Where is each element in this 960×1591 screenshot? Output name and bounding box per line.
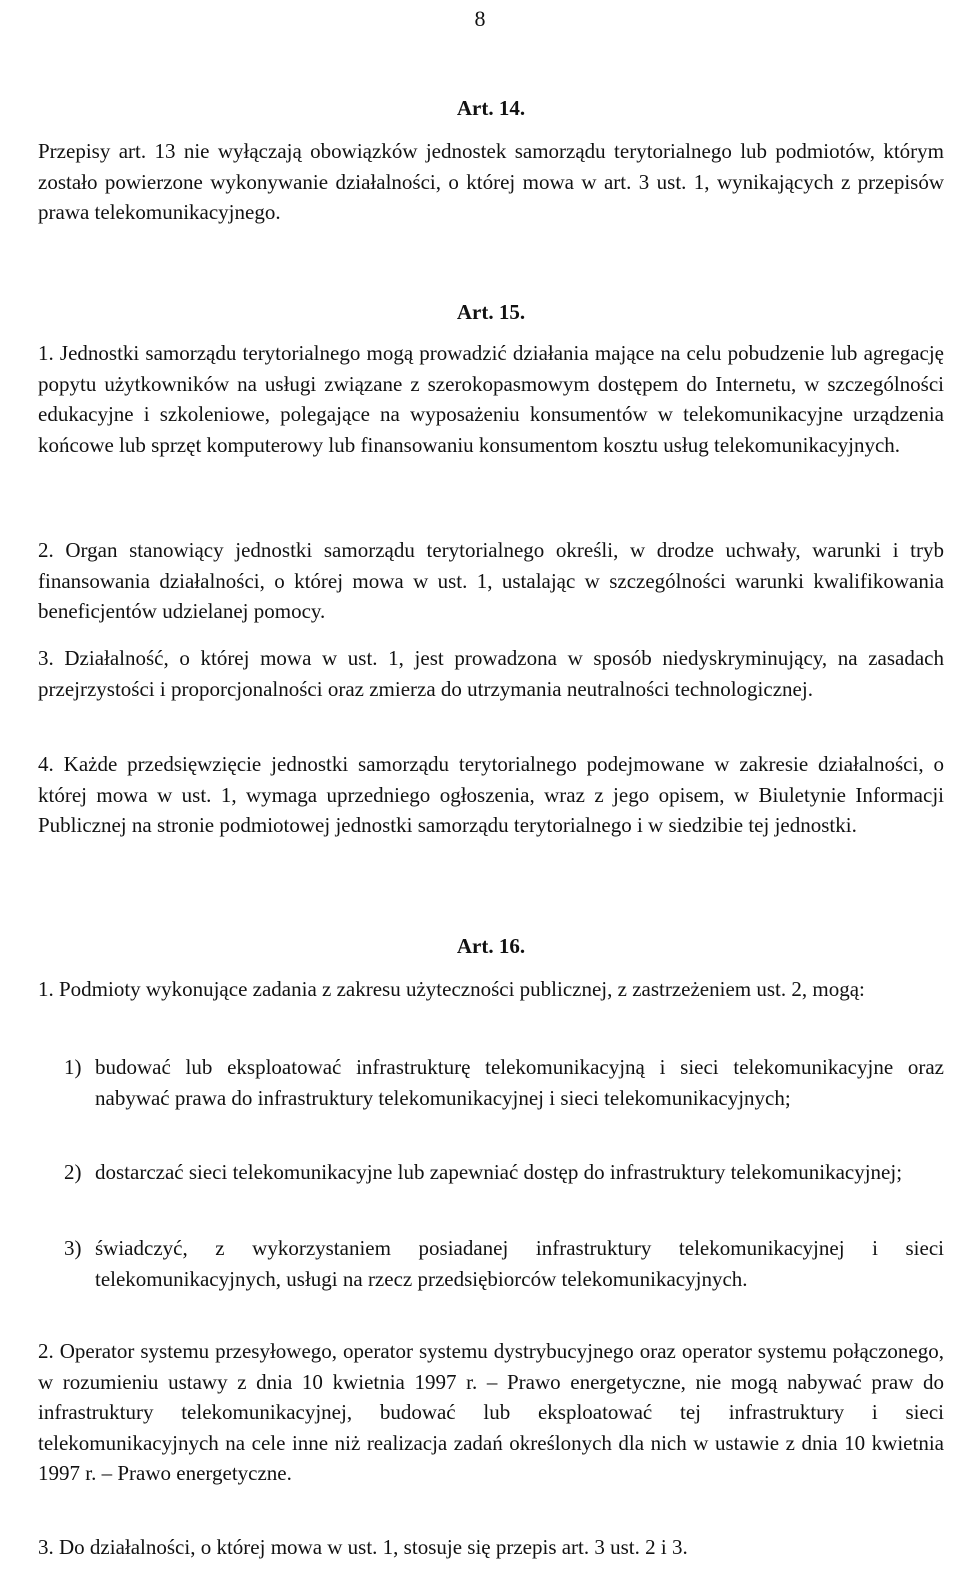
article-16-list-item-2 [38,1157,944,1188]
article-16-heading: Art. 16. [456,934,526,958]
article-14-body [38,136,944,228]
article-16-para-2 [38,1336,944,1489]
article-15-para-2-text: 2. Organ stanowiący jednostki samorządu terytorialnego określi, w drodze uchwały, warunki i tryb finansowania działalności, o której mowa w ust. 1, ustalając w szczególności warunki kwalifikowania beneficjentów udzielanej pomocy. [38,538,944,623]
list-item-number: 1) [64,1055,82,1079]
article-14-heading: Art. 14. [456,96,526,120]
list-item-text: budować lub eksploatować infrastrukturę telekomunikacyjną i sieci telekomunikacyjne oraz nabywać prawa do infrastruktury telekomunikacyjnej i sieci telekomunikacyjnych; [95,1055,944,1110]
article-15-para-1 [38,338,944,460]
article-15-heading: Art. 15. [456,300,526,324]
page-number: 8 [474,6,486,31]
article-16 [38,931,944,962]
article-15-para-2 [38,535,944,627]
list-item-number: 2) [64,1160,82,1184]
article-16-para-1 [38,974,944,1005]
article-15-para-3-text: 3. Działalność, o której mowa w ust. 1, jest prowadzona w sposób niedyskryminujący, na zasadach przejrzystości i proporcjonalności oraz zmierza do utrzymania neutralności technologicznej. [38,646,944,701]
article-16-para-3-text: 3. Do działalności, o której mowa w ust. 1, stosuje się przepis art. 3 ust. 2 i 3. [38,1535,688,1559]
list-item-number: 3) [64,1236,82,1260]
article-15 [38,297,944,328]
article-16-para-2-text: 2. Operator systemu przesyłowego, operator systemu dystrybucyjnego oraz operator systemu połączonego, w rozumieniu ustawy z dnia 10 kwietnia 1997 r. – Prawo energetyczne, nie mogą nabywać praw do infrastruktury telekomunikacyjnej, budować lub eksploatować tej infrastruktury i sieci telekomunikacyjnych na cele inne niż realizacja zadań określonych dla nich w ustawie z dnia 10 kwietnia 1997 r. – Prawo energetyczne. [38,1339,944,1485]
article-16-list-item-1 [38,1052,944,1113]
list-item-text: świadczyć, z wykorzystaniem posiadanej infrastruktury telekomunikacyjnej i sieci telekomunikacyjnych, usługi na rzecz przedsiębiorców telekomunikacyjnych. [95,1236,944,1291]
article-14 [38,93,944,124]
article-15-para-4 [38,749,944,841]
article-14-text: Przepisy art. 13 nie wyłączają obowiązków jednostek samorządu terytorialnego lub podmiotów, którym zostało powierzone wykonywanie działalności, o której mowa w art. 3 ust. 1, wynikających z przepisów prawa telekomunikacyjnego. [38,139,944,224]
article-15-para-4-text: 4. Każde przedsięwzięcie jednostki samorządu terytorialnego podejmowane w zakresie działalności, o której mowa w ust. 1, wymaga uprzedniego ogłoszenia, wraz z jego opisem, w Biuletynie Informacji Publicznej na stronie podmiotowej jednostki samorządu terytorialnego i w siedzibie tej jednostki. [38,752,944,837]
article-16-para-3 [38,1532,944,1563]
article-16-list-item-3 [38,1233,944,1294]
article-15-para-3 [38,643,944,704]
article-15-para-1-text: 1. Jednostki samorządu terytorialnego mogą prowadzić działania mające na celu pobudzenie lub agregację popytu użytkowników na usługi związane z szerokopasmowym dostępem do Internetu, w szczególności edukacyjne i szkoleniowe, polegające na wyposażeniu konsumentów w telekomunikacyjne urządzenia końcowe lub sprzęt komputerowy lub finansowaniu konsumentom kosztu usług telekomunikacyjnych. [38,341,944,457]
article-16-para-1-text: 1. Podmioty wykonujące zadania z zakresu użyteczności publicznej, z zastrzeżeniem ust. 2, mogą: [38,977,865,1001]
list-item-text: dostarczać sieci telekomunikacyjne lub zapewniać dostęp do infrastruktury telekomunikacyjnej; [95,1160,903,1184]
